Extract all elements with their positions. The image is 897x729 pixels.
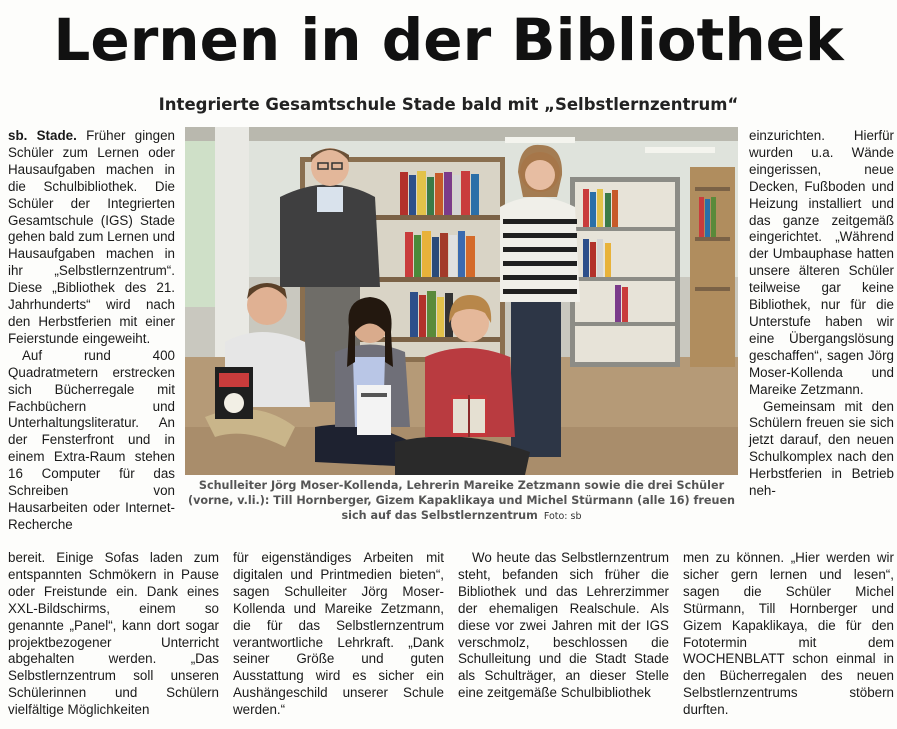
paragraph: Auf rund 400 Quadratmetern erstrecken sich Bücherregale mit Fachbüchern und Unterhaltungsliteratur. An der Fensterfront und in einem Extra-Raum stehen 16 Computer für das Schreiben von Hausarbeiten oder Internet-Recherche [8, 347, 175, 532]
article-column-bottom-1 [8, 550, 219, 719]
subheadline: Integrierte Gesamtschule Stade bald mit „Selbstlernzentrum“ [158, 95, 739, 114]
paragraph: men zu können. „Hier werden wir sicher gern lernen und lesen“, sagen die Schüler Michel Stürmann, Till Hornberger und Gizem Kapaklikaya, die für den Fototermin mit dem WOCHENBLATT schon einmal in den Bücherregalen des neuen Selbstlernzentrums stöbern durften. [683, 550, 894, 718]
paragraph: bereit. Einige Sofas laden zum entspannten Schmökern in Pause oder Freistunde ein. Dank eines XXL-Bildschirms, einem so genannte „Panel“, kann dort sogar projektbezogener Unterricht abgehalten werden. „Das Selbstlernzentrum soll unseren Schülerinnen und Schülern vielfältige Möglichkeiten [8, 550, 219, 718]
article-column-bottom-2 [233, 550, 444, 719]
article-photo [185, 127, 738, 475]
paragraph: Gemeinsam mit den Schülern freuen sie sich jetzt darauf, den neuen Schulkomplex nach den Herbstferien in Betrieb neh- [749, 398, 894, 499]
article-column-bottom-3 [458, 550, 669, 702]
article-column-1 [8, 128, 175, 534]
paragraph: Wo heute das Selbstlernzentrum steht, befanden sich früher die Bibliothek und das Lehrerzimmer der ehemaligen Realschule. Als diese vor zwei Jahren mit der IGS verschmolz, beschlossen die Schulleitung und die Stadt Stade als Schulträger, an dieser Stelle eine zeitgemäße Schulbibliothek [458, 550, 669, 701]
caption-text: Schulleiter Jörg Moser-Kollenda, Lehrerin Mareike Zetzmann sowie die drei Schüler (vorne, v.li.): Till Hornberger, Gizem Kapaklikaya und Michel Stürmann (alle 16) freuen sich auf das Selbstlernzentrum [187, 479, 736, 522]
photo-credit: Foto: sb [543, 511, 582, 522]
paragraph [8, 128, 175, 348]
article-column-5 [749, 128, 894, 500]
paragraph: einzurichten. Hierfür wurden u.a. Wände eingerissen, neue Decken, Fußboden und Heizung installiert und das ganze zeitgemäß eingerichtet. „Während der Umbauphase hatten unsere älteren Schüler teilweise gar keine Bibliothek, nur für die Unterstufe haben wir eine Übergangslösung geschaffen“, sagen Jörg Moser-Kollenda und Mareike Zetzmann. [749, 128, 894, 397]
byline: sb. Stade. [8, 128, 77, 143]
text: Früher gingen Schüler zum Lernen oder Hausaufgaben machen in die Schulbibliothek. Die Schüler der Integrierten Gesamtschule (IGS) Stade gehen bald zum Lernen und Hausaufgaben machen in ihr „Selbstlernzentrum“. Diese „Bibliothek des 21. Jahrhunderts“ wird nach den Herbstferien mit einer Feierstunde eingeweiht. [8, 128, 175, 346]
photo-caption [185, 478, 738, 524]
headline: Lernen in der Bibliothek [53, 6, 844, 74]
paragraph: für eigenständiges Arbeiten mit digitalen und Printmedien bieten“, sagen Schulleiter Jörg Moser-Kollenda und Mareike Zetzmann, die für das Selbstlernzentrum verantwortliche Lehrkraft. „Dank seiner Größe und guten Ausstattung wird es sicher ein Aushängeschild unserer Schule werden.“ [233, 550, 444, 718]
article-column-bottom-4 [683, 550, 894, 719]
